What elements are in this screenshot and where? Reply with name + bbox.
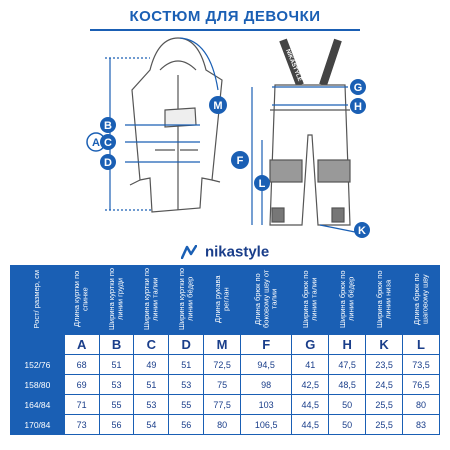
table-row	[11, 415, 440, 435]
value-cell: 80	[403, 395, 440, 415]
header-col: Ширина брюк по линии талии	[292, 266, 329, 335]
value-cell: 25,5	[366, 415, 403, 435]
value-cell: 76,5	[403, 375, 440, 395]
value-cell: 47,5	[329, 355, 366, 375]
value-cell: 106,5	[241, 415, 292, 435]
value-cell: 51	[169, 355, 204, 375]
value-cell: 51	[134, 375, 169, 395]
header-col: Длина брюк по шаговому шву	[403, 266, 440, 335]
value-cell: 51	[99, 355, 134, 375]
value-cell: 41	[292, 355, 329, 375]
header-col: Длина куртки по спинке	[64, 266, 99, 335]
value-cell: 75	[204, 375, 241, 395]
svg-text:NIKASTYLE: NIKASTYLE	[299, 32, 318, 67]
value-cell: 56	[169, 415, 204, 435]
value-cell: 55	[169, 395, 204, 415]
marker-m: M	[213, 100, 223, 112]
value-cell: 48,5	[329, 375, 366, 395]
marker-a: A	[92, 137, 100, 149]
value-cell: 50	[329, 395, 366, 415]
header-col: Ширина куртки по линии талии	[134, 266, 169, 335]
value-cell: 49	[134, 355, 169, 375]
value-cell: 23,5	[366, 355, 403, 375]
header-col: Ширина брюк по линии бёдер	[329, 266, 366, 335]
marker-c: C	[104, 137, 112, 149]
table-row	[11, 375, 440, 395]
letter-cell: B	[99, 335, 134, 355]
marker-d: D	[104, 157, 112, 169]
table-row	[11, 395, 440, 415]
marker-g: G	[353, 82, 363, 94]
letter-cell: M	[204, 335, 241, 355]
svg-text:NIKASTYLE: NIKASTYLE	[284, 48, 303, 83]
header-col: Ширина брюк по линии низа	[366, 266, 403, 335]
value-cell: 103	[241, 395, 292, 415]
marker-l: L	[258, 178, 266, 190]
page-title: КОСТЮМ ДЛЯ ДЕВОЧКИ	[129, 8, 321, 25]
value-cell: 42,5	[292, 375, 329, 395]
size-table-header	[11, 266, 440, 335]
value-cell: 56	[99, 415, 134, 435]
letter-cell: C	[134, 335, 169, 355]
pants-drawing	[270, 40, 350, 225]
brand-name: nikastyle	[204, 243, 270, 261]
header-col: Длина брюк по боковому шву от талии	[241, 266, 292, 335]
value-cell: 25,5	[366, 395, 403, 415]
letter-cell: L	[403, 335, 440, 355]
size-cell: 164/84	[11, 395, 65, 415]
value-cell: 83	[403, 415, 440, 435]
size-cell: 152/76	[11, 355, 65, 375]
value-cell: 73,5	[403, 355, 440, 375]
header-col: Ширина куртки по линии бёдер	[169, 266, 204, 335]
brand-logo-icon	[181, 245, 197, 259]
value-cell: 98	[241, 375, 292, 395]
value-cell: 72,5	[204, 355, 241, 375]
letter-cell: K	[366, 335, 403, 355]
value-cell: 73	[64, 415, 99, 435]
value-cell: 53	[169, 375, 204, 395]
value-cell: 68	[64, 355, 99, 375]
value-cell: 44,5	[292, 415, 329, 435]
value-cell: 55	[99, 395, 134, 415]
letter-cell	[11, 335, 65, 355]
marker-h: H	[354, 101, 362, 113]
size-table-letters	[11, 335, 440, 355]
value-cell: 94,5	[241, 355, 292, 375]
marker-f: F	[236, 155, 244, 167]
header-col: Ширина куртки по линии груди	[99, 266, 134, 335]
size-cell: 158/80	[11, 375, 65, 395]
value-cell: 71	[64, 395, 99, 415]
letter-cell: F	[241, 335, 292, 355]
value-cell: 69	[64, 375, 99, 395]
letter-cell: A	[64, 335, 99, 355]
letter-cell: H	[329, 335, 366, 355]
value-cell: 77,5	[204, 395, 241, 415]
letter-cell: G	[292, 335, 329, 355]
garment-diagram	[0, 30, 450, 245]
size-table	[10, 265, 440, 435]
value-cell: 54	[134, 415, 169, 435]
marker-b: B	[104, 120, 112, 132]
value-cell: 24,5	[366, 375, 403, 395]
letter-cell: D	[169, 335, 204, 355]
header-size: Рост/ размер, см	[11, 266, 65, 335]
header-col: Длина рукава реглан	[204, 266, 241, 335]
brand	[0, 243, 450, 261]
value-cell: 50	[329, 415, 366, 435]
value-cell: 44,5	[292, 395, 329, 415]
value-cell: 53	[134, 395, 169, 415]
value-cell: 80	[204, 415, 241, 435]
suspender-text	[284, 33, 317, 83]
value-cell: 53	[99, 375, 134, 395]
marker-k: K	[358, 225, 366, 237]
table-row	[11, 355, 440, 375]
size-cell: 170/84	[11, 415, 65, 435]
